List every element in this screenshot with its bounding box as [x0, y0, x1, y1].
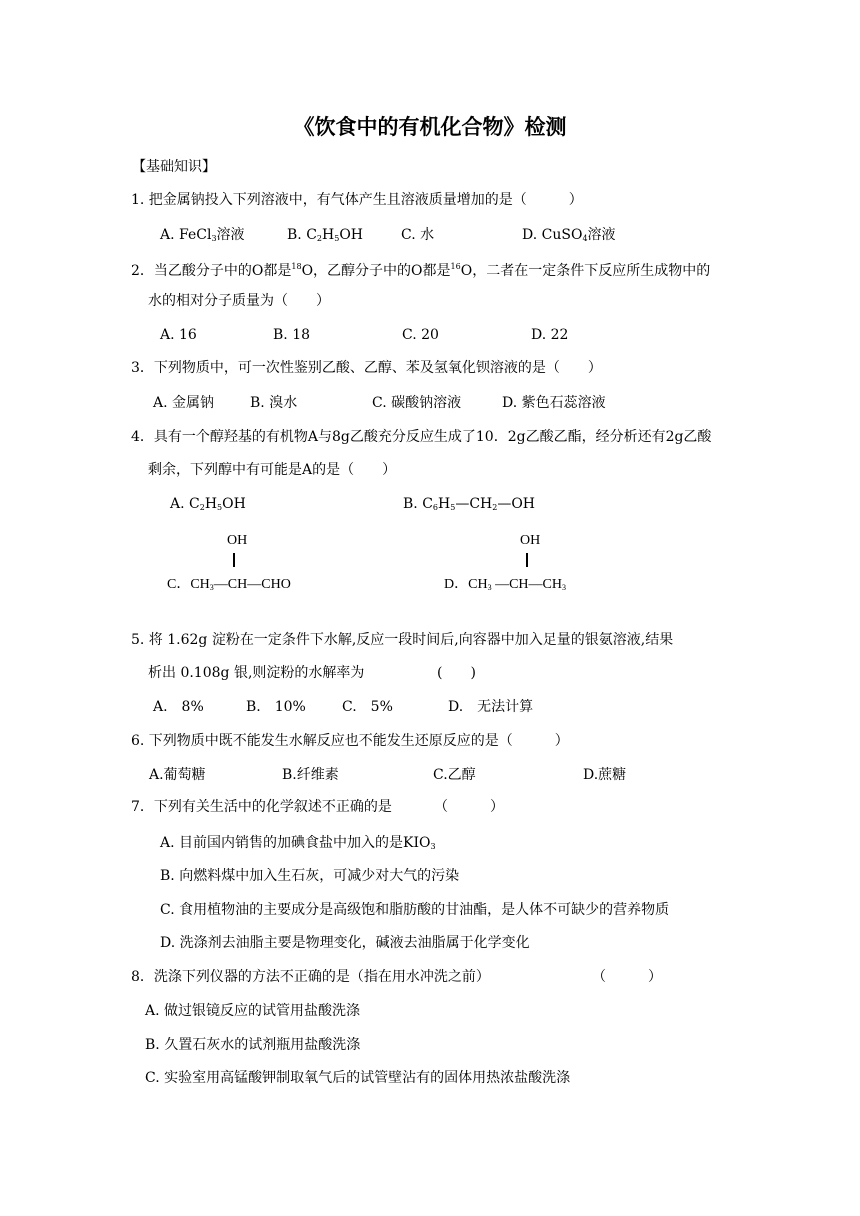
- question-1-option-d: D. CuSO$_4$溶液: [522, 227, 616, 243]
- question-8-option-a: A. 做过银镜反应的试管用盐酸洗涤: [145, 1003, 361, 1019]
- question-4-option-c: C．$CH_3—CH—CHO$: [167, 577, 291, 592]
- question-3-option-a: A. 金属钠: [153, 395, 215, 411]
- question-7-option-d: D. 洗涤剂去油脂主要是物理变化，碱液去油脂属于化学变化: [160, 935, 530, 951]
- question-4-option-d-bond: [526, 553, 528, 567]
- question-8-option-c: C. 实验室用高锰酸钾制取氧气后的试管壁沾有的固体用热浓盐酸洗涤: [145, 1070, 571, 1086]
- question-8-stem: 8．洗涤下列仪器的方法不正确的是（指在用水冲洗之前）: [131, 969, 490, 985]
- question-7-answer-paren: （ ）: [434, 799, 504, 815]
- question-5-option-b: B. 10%: [246, 699, 306, 715]
- question-2-stem-line2: 水的相对分子质量为（ ）: [148, 293, 330, 309]
- question-5-stem: 5. 将 1.62g 淀粉在一定条件下水解,反应一段时间后,向容器中加入足量的银氨溶液,结果: [131, 632, 674, 648]
- question-2-option-a: A. 16: [160, 327, 197, 343]
- question-4-option-c-bond: [233, 553, 235, 567]
- question-7-option-c: C. 食用植物油的主要成分是高级饱和脂肪酸的甘油酯，是人体不可缺少的营养物质: [160, 902, 670, 918]
- question-4-option-b: B. $C_6H_5—CH_2—OH$: [403, 496, 536, 512]
- question-2-option-c: C. 20: [402, 327, 439, 343]
- question-3-option-b: B. 溴水: [250, 395, 298, 411]
- question-1-option-c: C. 水: [401, 227, 435, 243]
- question-5-answer-paren: ( ): [437, 665, 476, 681]
- question-7-option-a: A. 目前国内销售的加碘食盐中加入的是$KIO_3$: [160, 835, 436, 851]
- question-4-option-a: A. $C_2H_5OH$: [170, 496, 246, 512]
- question-4-stem: 4．具有一个醇羟基的有机物A与8g乙酸充分反应生成了10．2g乙酸乙酯，经分析还有2g乙酸: [131, 429, 712, 445]
- question-6-option-b: B.纤维素: [282, 767, 339, 783]
- question-5-option-d: D. 无法计算: [448, 699, 534, 715]
- question-4-option-d: D．$CH_3$ $—CH—CH_3$: [444, 577, 566, 592]
- question-7-option-b: B. 向燃料煤中加入生石灰，可减少对大气的污染: [160, 868, 460, 884]
- question-4-option-c-oh-group: OH: [227, 533, 248, 548]
- question-1-stem: 1. 把金属钠投入下列溶液中，有气体产生且溶液质量增加的是（ ）: [131, 192, 583, 208]
- question-7-stem: 7．下列有关生活中的化学叙述不正确的是: [131, 799, 392, 815]
- question-4-stem-line2: 剩余，下列醇中有可能是A的是（ ）: [148, 462, 397, 478]
- question-1-option-b: B. $C_2H_5OH$: [287, 227, 363, 243]
- question-8-answer-paren: （ ）: [592, 969, 662, 985]
- question-3-stem: 3．下列物质中，可一次性鉴别乙酸、乙醇、苯及氢氧化钡溶液的是（ ）: [131, 360, 602, 376]
- question-1-option-a: A. FeCl$_3$溶液: [160, 227, 245, 243]
- page-title: 《饮食中的有机化合物》检测: [293, 115, 567, 139]
- question-2-option-d: D. 22: [531, 327, 569, 343]
- question-4-option-d-oh-group: OH: [520, 533, 541, 548]
- question-3-option-d: D. 紫色石蕊溶液: [502, 395, 606, 411]
- question-5-stem-line2: 析出 0.108g 银,则淀粉的水解率为: [148, 665, 365, 681]
- question-2-option-b: B. 18: [273, 327, 311, 343]
- question-5-option-a: A. 8%: [153, 699, 204, 715]
- question-8-option-b: B. 久置石灰水的试剂瓶用盐酸洗涤: [145, 1037, 361, 1053]
- question-5-option-c: C. 5%: [342, 699, 393, 715]
- question-3-option-c: C. 碳酸钠溶液: [372, 395, 462, 411]
- question-6-stem: 6. 下列物质中既不能发生水解反应也不能发生还原反应的是（ ）: [131, 733, 569, 749]
- section-heading: 【基础知识】: [132, 159, 216, 175]
- question-6-option-a: A.葡萄糖: [149, 767, 206, 783]
- question-6-option-c: C.乙醇: [433, 767, 476, 783]
- question-6-option-d: D.蔗糖: [583, 767, 627, 783]
- question-2-stem: 2．当乙酸分子中的O都是$^{18}$O，乙醇分子中的O都是$^{16}$O，二者在一定条件下反应所生成物中的: [131, 262, 711, 279]
